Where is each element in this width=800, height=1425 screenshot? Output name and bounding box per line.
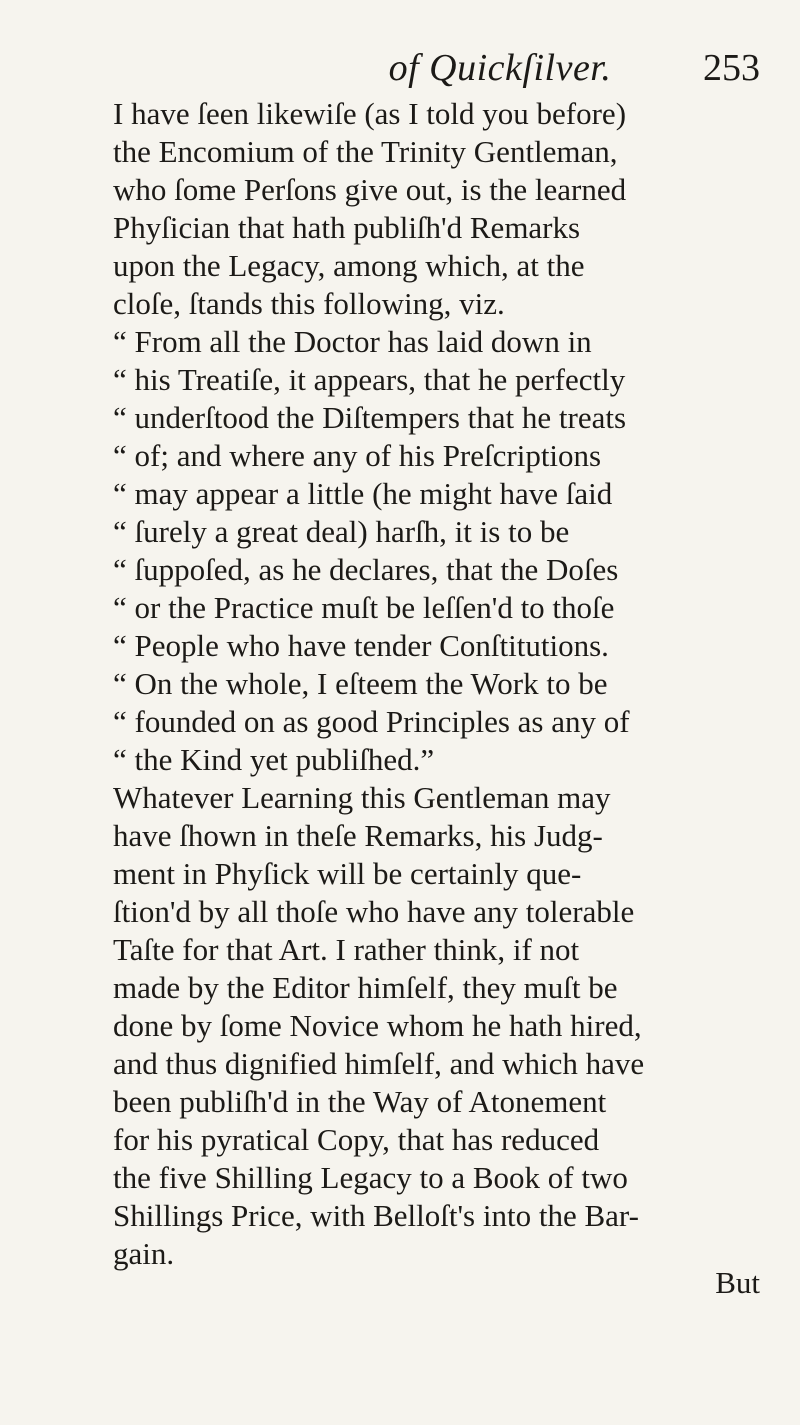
- text-line: upon the Legacy, among which, at the: [113, 248, 585, 283]
- quote-line: “ of; and where any of his Preſcriptions: [113, 438, 602, 473]
- text-line: Taſte for that Art. I rather think, if not: [113, 932, 580, 967]
- quote-line: “ his Treatiſe, it appears, that he perfectly: [113, 362, 626, 397]
- quote-line: “ may appear a little (he might have ſaid: [113, 476, 613, 511]
- text-line: cloſe, ſtands this following, viz.: [113, 286, 505, 321]
- text-line: ſtion'd by all thoſe who have any tolerable: [113, 894, 635, 929]
- text-line: have ſhown in theſe Remarks, his Judg-: [113, 818, 603, 853]
- text-line: I have ſeen likewiſe (as I told you before): [113, 96, 627, 131]
- text-line: the five Shilling Legacy to a Book of two: [113, 1160, 628, 1195]
- text-line: for his pyratical Copy, that has reduced: [113, 1122, 600, 1157]
- text-line: who ſome Perſons give out, is the learned: [113, 172, 627, 207]
- quote-line: “ People who have tender Conſtitutions.: [113, 628, 609, 663]
- text-line: been publiſh'd in the Way of Atonement: [113, 1084, 607, 1119]
- quote-line: “ underſtood the Diſtempers that he treats: [113, 400, 627, 435]
- running-head: [60, 28, 760, 88]
- text-line: gain.: [113, 1236, 175, 1271]
- text-line: made by the Editor himſelf, they muſt be: [113, 970, 618, 1005]
- quote-line: “ ſurely a great deal) harſh, it is to be: [113, 514, 570, 549]
- catchword: But: [715, 1265, 760, 1300]
- running-title: of Quickſilver.: [388, 47, 612, 89]
- text-line: Shillings Price, with Belloſt's into the Bar-: [113, 1198, 639, 1233]
- text-line: Whatever Learning this Gentleman may: [113, 780, 611, 815]
- page-number: 253: [703, 47, 760, 89]
- quote-line: “ On the whole, I eſteem the Work to be: [113, 666, 608, 701]
- quote-line: “ or the Practice muſt be leſſen'd to thoſe: [113, 590, 615, 625]
- quote-line: “ From all the Doctor has laid down in: [113, 324, 592, 359]
- quote-line: “ the Kind yet publiſhed.”: [113, 742, 435, 777]
- quote-line: “ ſuppoſed, as he declares, that the Doſes: [113, 552, 619, 587]
- quote-line: “ founded on as good Principles as any of: [113, 704, 630, 739]
- text-line: Phyſician that hath publiſh'd Remarks: [113, 210, 581, 245]
- text-line: done by ſome Novice whom he hath hired,: [113, 1008, 642, 1043]
- text-line: and thus dignified himſelf, and which have: [113, 1046, 645, 1081]
- text-line: ment in Phyſick will be certainly que-: [113, 856, 582, 891]
- body-text: [113, 95, 783, 1273]
- text-line: the Encomium of the Trinity Gentleman,: [113, 134, 618, 169]
